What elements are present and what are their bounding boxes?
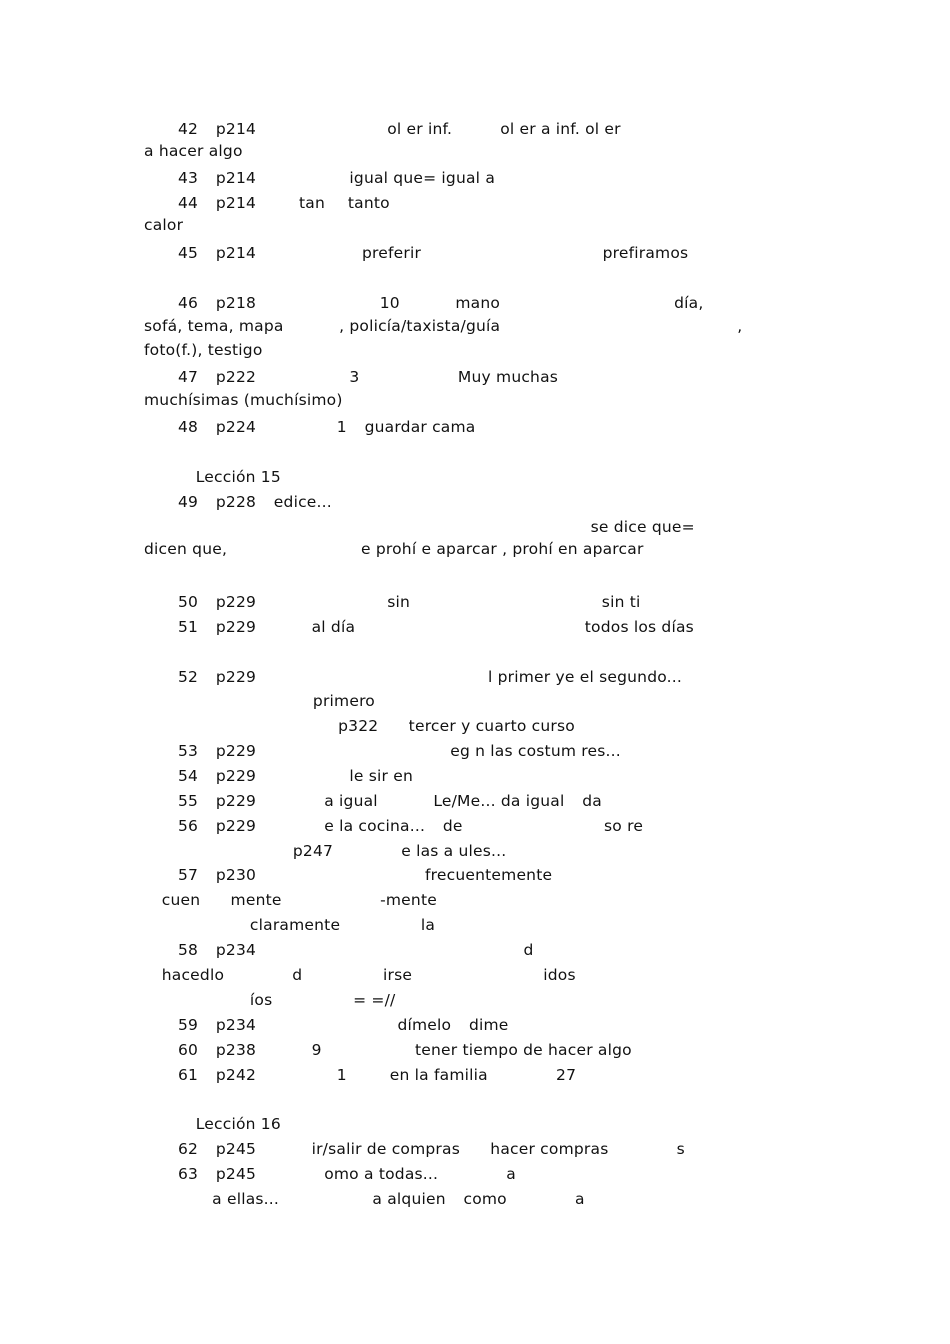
text-line: calor	[144, 216, 209, 234]
text-line: dicen que,    e prohí e aparcar , prohí en aparcar	[144, 540, 682, 558]
text-line: 49 p228 edice... 	[178, 493, 678, 511]
text-line: 63 p245 omo a todas... a	[178, 1165, 693, 1183]
text-line: a hacer algo 	[144, 142, 261, 160]
text-line:       se dice que=	[144, 518, 695, 536]
text-line: 44 p214 tan  tanto	[178, 194, 705, 212]
text-line: 	[144, 642, 195, 660]
text-line: muchísimas (muchísimo)	[144, 391, 356, 409]
text-line: 59 p234   dímelo dime  	[178, 1016, 595, 1034]
text-line: 	[144, 268, 598, 286]
text-line:   p247 e las a ules...	[144, 842, 595, 860]
text-line: 57 p230 frecuentemente	[178, 866, 691, 884]
text-line: 50 p229 sin   sin ti	[178, 593, 654, 611]
text-line: sofá, tema, mapa , policía/taxista/guía  ,	[144, 317, 743, 335]
text-line: 54 p229 le sir en  	[178, 767, 613, 785]
text-line: 62 p245 ir/salir de compras hacer compras s	[178, 1140, 698, 1158]
text-line: 61 p242 1 en la familia 27	[178, 1066, 589, 1084]
text-line: 58 p234   d  	[178, 941, 658, 959]
text-line:  hacedlo d irse idos	[144, 966, 677, 984]
text-line: 51 p229 al día   todos los días	[178, 618, 694, 636]
section-heading:  Lección 15	[178, 468, 294, 486]
text-line: 56 p229 e la cocina... de   so re	[178, 817, 656, 835]
text-line:  íos = =//	[144, 991, 396, 1009]
text-line: 46 p218  10 mano  día,	[178, 294, 704, 312]
text-line: 43 p214 igual que= igual a	[178, 169, 508, 187]
text-line:  a ellas... a alquien como a	[144, 1190, 598, 1208]
text-line:  	[144, 567, 288, 585]
text-line: 52 p229 l primer ye el segundo...	[178, 668, 708, 686]
text-line:  claramente la	[144, 916, 461, 934]
text-line: 48 p224 1 guardar cama  	[178, 418, 600, 436]
text-line:  primero	[144, 692, 665, 710]
text-line:  cuen mente  -mente  	[144, 891, 687, 909]
text-line: 53 p229 eg n las costum res...	[178, 742, 621, 760]
text-line: foto(f.), testigo 	[144, 341, 394, 359]
text-line: 42 p214 ol er inf.  ol er a inf. ol er	[178, 120, 621, 138]
text-line: 55 p229 a igual Le/Me... da igual da	[178, 792, 678, 810]
section-heading:  Lección 16	[178, 1115, 294, 1133]
text-line: 60 p238 9 tener tiempo de hacer algo	[178, 1041, 632, 1059]
text-line: 47 p222 3  Muy muchas	[178, 368, 685, 386]
text-line:  p322 tercer y cuarto curso	[144, 717, 601, 735]
text-line: 45 p214 preferir prefiramos	[178, 244, 701, 262]
